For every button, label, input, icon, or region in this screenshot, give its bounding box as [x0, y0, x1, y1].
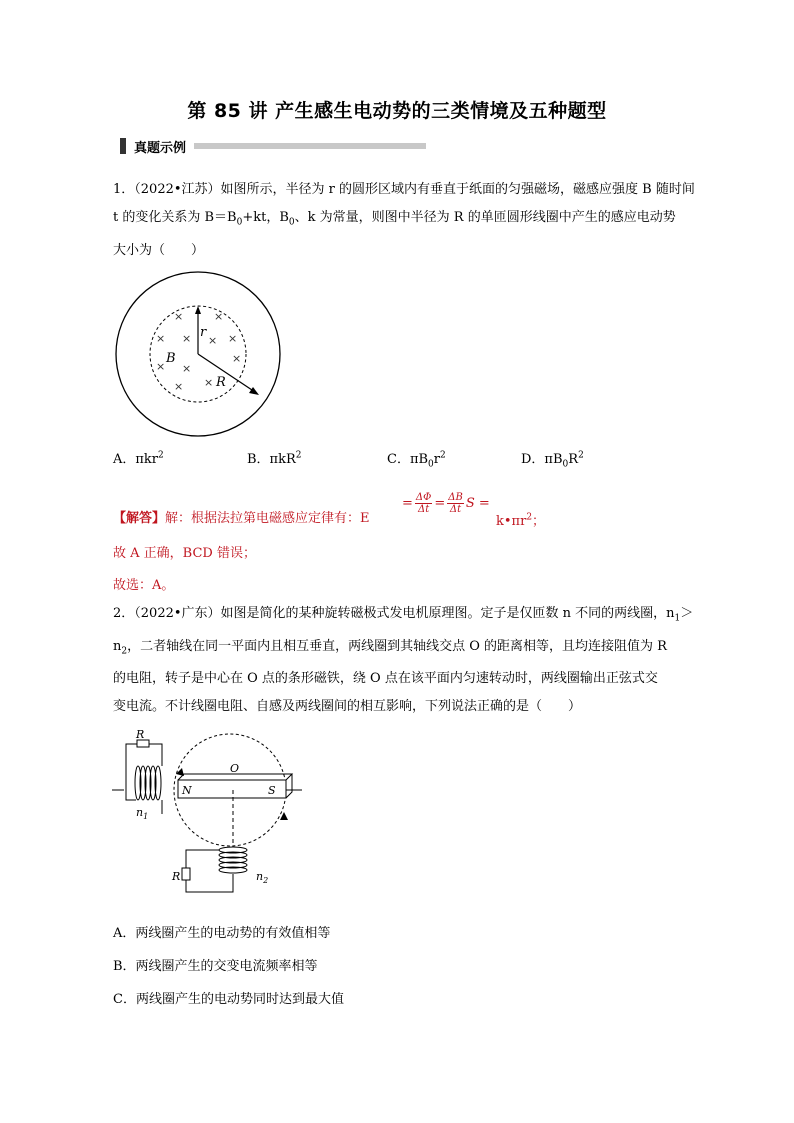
section-label: 真题示例 [134, 140, 187, 156]
q1-option-c[interactable]: C．$\pi B_0r^2$ [387, 450, 446, 470]
svg-text:×: × [156, 360, 166, 373]
arrow-R [249, 387, 259, 395]
q2-option-b[interactable]: B．两线圈产生的交变电流频率相等 [113, 959, 318, 974]
q1-solution-line3: 故选：A。 [113, 578, 175, 593]
label-n2: $n_2$ [256, 870, 269, 885]
resistor-1 [137, 740, 149, 747]
page-title: 第 85 讲 产生感生电动势的三类情境及五种题型 [187, 100, 607, 122]
arrow-r [195, 306, 201, 314]
q1-figure [112, 268, 284, 440]
q1-option-a[interactable]: A．πkr$^2$ [113, 450, 164, 467]
svg-text:×: × [228, 332, 238, 345]
label-n1: $n_1$ [136, 806, 149, 821]
svg-text:×: × [182, 362, 192, 375]
label-R: R [216, 375, 226, 390]
label-O: O [230, 762, 240, 775]
q1-solution-line2: 故 A 正确，BCD 错误； [113, 546, 256, 561]
section-header [120, 136, 426, 156]
svg-text:×: × [214, 310, 224, 323]
q1-line1: 1．（2022•江苏）如图所示，半径为 r 的圆形区域内有垂直于纸面的匀强磁场，磁感应强度 B 随时间 [113, 182, 695, 197]
q1-line3: 大小为（ ） [113, 242, 205, 258]
q1-option-b[interactable]: B．πkR$^2$ [247, 450, 302, 467]
svg-text:×: × [204, 376, 214, 389]
q2-line4: 变电流。不计线圈电阻、自感及两线圈间的相互影响，下列说法正确的是（ ） [113, 699, 582, 715]
q1-solution-result: $k•\pi r^2$； [496, 512, 546, 529]
svg-text:×: × [182, 332, 192, 345]
svg-text:×: × [174, 380, 184, 393]
q1-option-d[interactable]: D．$\pi B_0R^2$ [521, 450, 584, 470]
q2-stem [113, 600, 703, 721]
q1-line2: t 的变化关系为 $B=B_0+kt$，$B_0$、k 为常量，则图中半径为 R 的单匝圆形线圈中产生的感应电动势 [113, 210, 676, 228]
svg-text:×: × [208, 334, 218, 347]
label-N: N [182, 784, 192, 797]
coil1-turns [135, 766, 161, 800]
label-R2: R [172, 870, 181, 883]
coil1-wire [126, 744, 162, 782]
resistor-2 [182, 868, 190, 880]
label-S: S [268, 784, 276, 797]
q2-line3: 的电阻，转子是中心在 O 点的条形磁铁，绕 O 点在该平面内匀速转动时，两线圈输出正弦式交 [113, 671, 658, 687]
label-R1: R [136, 728, 145, 741]
coil2-turns [219, 847, 247, 873]
section-stripe [194, 143, 426, 149]
label-B: B [166, 351, 176, 366]
coil2-wire [186, 850, 233, 892]
q1-solution-line1: 【解答】解：根据法拉第电磁感应定律有：E [113, 511, 370, 526]
svg-text:×: × [232, 352, 242, 365]
q1-stem [113, 176, 703, 265]
section-bar [120, 138, 126, 154]
q2-figure [112, 728, 302, 896]
svg-text:×: × [156, 332, 166, 345]
q2-line2: $n_2$，二者轴线在同一平面内且相互垂直，两线圈到其轴线交点 O 的距离相等，且均连接阻值为 R [113, 638, 667, 657]
q2-option-a[interactable]: A．两线圈产生的电动势的有效值相等 [113, 926, 331, 941]
q2-option-c[interactable]: C．两线圈产生的电动势同时达到最大值 [113, 992, 344, 1007]
svg-text:×: × [174, 310, 184, 323]
label-r: r [200, 325, 207, 340]
q1-solution-formula: = $\frac{\Delta\Phi}{\Delta t}$ = $\frac{\Delta B}{\Delta t}$ S = [402, 492, 490, 515]
q2-line1: 2．（2022•广东）如图是简化的某种旋转磁极式发电机原理图。定子是仅匝数 n 不同的两线圈，$n_1>$ [113, 606, 694, 624]
